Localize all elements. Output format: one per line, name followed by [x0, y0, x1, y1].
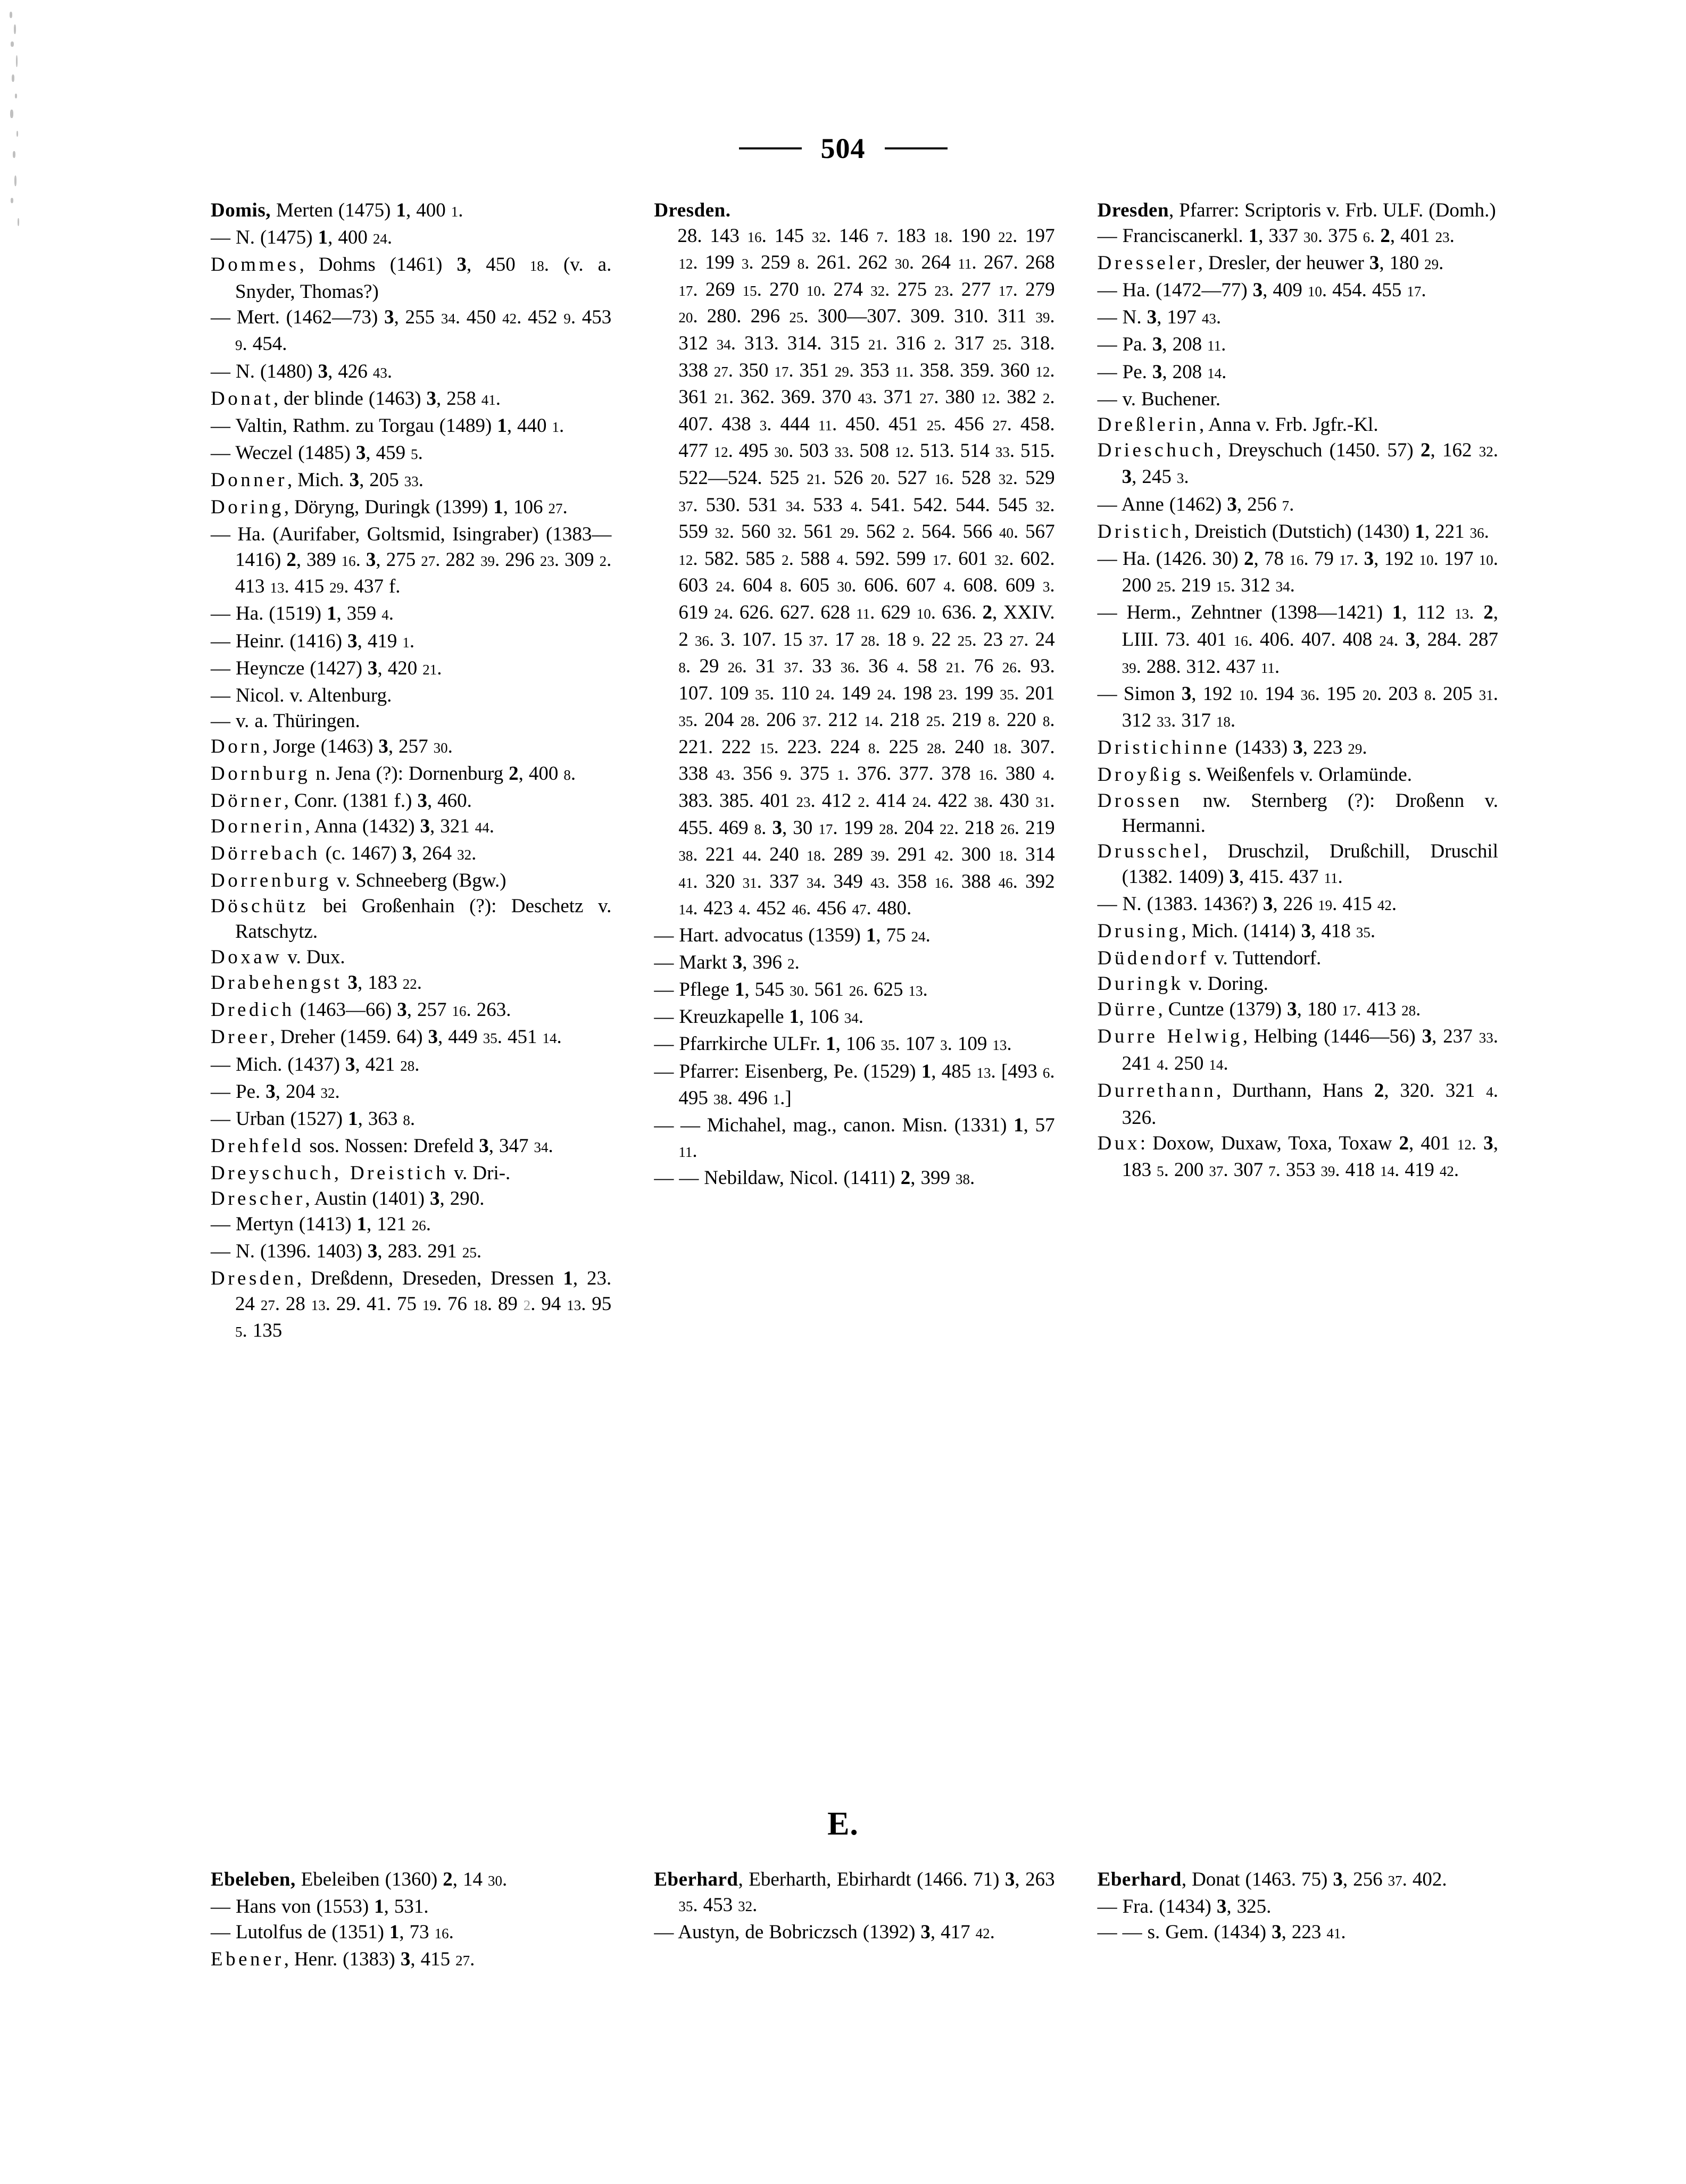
- index-entry: — N. (1396. 1403) 3, 283. 291 25.: [211, 1240, 482, 1263]
- index-column-1: [211, 198, 611, 1345]
- index-entry: Dreyschuch, Dreistich v. Dri-.: [211, 1162, 511, 1184]
- index-entry: — Urban (1527) 1, 363 8.: [211, 1107, 416, 1130]
- index-entry: Düdendorf v. Tuttendorf.: [1097, 947, 1322, 970]
- index-entry: — Weczel (1485) 3, 459 5.: [211, 441, 423, 464]
- index-entry: Doxaw v. Dux.: [211, 946, 345, 969]
- index-entry: — Ha. (1426. 30) 2, 78 16. 79 17. 3, 192 10. 197 10. 200 25. 219 15. 312 34.: [1097, 547, 1498, 597]
- index-entry: — Valtin, Rathm. zu Torgau (1489) 1, 440 1.: [211, 414, 564, 437]
- index-entry: — N. (1480) 3, 426 43.: [211, 360, 393, 382]
- index-entry: — Pa. 3, 208 11.: [1097, 334, 1226, 356]
- section-letter-e: E.: [827, 1806, 859, 1842]
- index-entry: — Heyncze (1427) 3, 420 21.: [211, 657, 442, 679]
- index-entry: — — s. Gem. (1434) 3, 223 41.: [1097, 1921, 1346, 1944]
- index-columns-d: [211, 198, 1498, 1345]
- index-entry: Durrethann, Durthann, Hans 2, 320. 321 4. 326.: [1097, 1080, 1498, 1129]
- index-entry: Dredich (1463—66) 3, 257 16. 263.: [211, 999, 511, 1021]
- index-entry: — Mich. (1437) 3, 421 28.: [211, 1053, 420, 1076]
- index-entry: — — Michahel, mag., canon. Misn. (1331) 1, 57 11.: [654, 1114, 1055, 1162]
- index-entry: Döschütz bei Großenhain (?): Deschetz v. Ratschytz.: [211, 895, 612, 943]
- column-heading: Dresden.: [654, 199, 731, 221]
- index-column-3: [1098, 198, 1498, 1345]
- index-entry: — Mertyn (1413) 1, 121 26.: [211, 1213, 431, 1236]
- index-entry: — Pflege 1, 545 30. 561 26. 625 13.: [654, 979, 928, 1001]
- index-entry: Ebeleben, Ebeleiben (1360) 2, 14 30.: [211, 1869, 508, 1890]
- index-columns-e: [211, 1867, 1498, 1974]
- index-entry: — Simon 3, 192 10. 194 36. 195 20. 203 8. 205 31. 312 33. 317 18.: [1097, 682, 1499, 732]
- index-entry: Dux: Doxow, Duxaw, Toxa, Toxaw 2, 401 12. 3, 183 5. 200 37. 307 7. 353 39. 418 14. 419 42.: [1097, 1132, 1498, 1181]
- rule-left: [739, 147, 802, 149]
- index-entry: — Anne (1462) 3, 256 7.: [1097, 493, 1294, 515]
- index-entry: — Hart. advocatus (1359) 1, 75 24.: [654, 924, 931, 947]
- index-entry: Drabehengst 3, 183 22.: [211, 972, 422, 994]
- index-entry: Drusing, Mich. (1414) 3, 418 35.: [1097, 920, 1376, 943]
- index-entry: Dornerin, Anna (1432) 3, 321 44.: [211, 815, 495, 838]
- index-entry: Donner, Mich. 3, 205 33.: [211, 469, 424, 491]
- index-entry: — N. 3, 197 43.: [1097, 306, 1222, 329]
- index-entry: Dommes, Dohms (1461) 3, 450 18. (v. a. Snyder, Thomas?): [211, 254, 612, 303]
- index-entry: — Lutolfus de (1351) 1, 73 16.: [211, 1921, 454, 1944]
- index-entry: — Hans von (1553) 1, 531.: [211, 1896, 429, 1918]
- rule-right: [885, 147, 948, 149]
- page-reference-block: 28. 143 16. 145 32. 146 7. 183 18. 190 22. 197 12. 199 3. 259 8. 261. 262 30. 264 11. 267. 268 17. 269 15. 270 10. 274 32. 275 23. 277 17. 279 20. 280. 296 25. 300—307. 309. 310. 311 39. 312 34. 313. 314. 315 21. 316 2. 317 25. 318. 338 27. 350 17. 351 29. 353 11. 358. 359. 360 12. 361 21. 362. 369. 370 43. 371 27. 380 12. 382 2. 407. 438 3. 444 11. 450. 451 25. 456 27. 458. 477 12. 495 30. 503 33. 508 12. 513. 514 33. 515. 522—524. 525 21. 526 20. 527 16. 528 32. 529 37. 530. 531 34. 533 4. 541. 542. 544. 545 32. 559 32. 560 32. 561 29. 562 2. 564. 566 40. 567 12. 582. 585 2. 588 4. 592. 599 17. 601 32. 602. 603 24. 604 8. 605 30. 606. 607 4. 608. 609 3. 619 24. 626. 627. 628 11. 629 10. 636. 2, XXIV. 2 36. 3. 107. 15 37. 17 28. 18 9. 22 25. 23 27. 24 8. 29 26. 31 37. 33 36. 36 4. 58 21. 76 26. 93. 107. 109 35. 110 24. 149 24. 198 23. 199 35. 201 35. 204 28. 206 37. 212 14. 218 25. 219 8. 220 8. 221. 222 15. 223. 224 8. 225 28. 240 18. 307. 338 43. 356 9. 375 1. 376. 377. 378 16. 380 4. 383. 385. 401 23. 412 2. 414 24. 422 38. 430 31. 455. 469 8. 3, 30 17. 199 28. 204 22. 218 26. 219 38. 221 44. 240 18. 289 39. 291 42. 300 18. 314 41. 320 31. 337 34. 349 43. 358 16. 388 46. 392 14. 423 4. 452 46. 456 47. 480.: [677, 224, 1055, 920]
- index-entry: Dresseler, Dresler, der heuwer 3, 180 29.: [1097, 252, 1444, 274]
- index-entry: Donat, der blinde (1463) 3, 258 41.: [211, 387, 501, 410]
- index-entry: Drieschuch, Dreyschuch (1450. 57) 2, 162 32. 3, 245 3.: [1097, 439, 1498, 488]
- index-entry: — Pe. 3, 208 14.: [1097, 361, 1227, 383]
- index-entry: Droyßig s. Weißenfels v. Orlamünde.: [1097, 764, 1412, 786]
- index-entry: Domis, Merten (1475) 1, 400 1.: [211, 199, 463, 221]
- index-entry: — Nicol. v. Altenburg.: [211, 684, 392, 706]
- index-entry: Dörrebach (c. 1467) 3, 264 32.: [211, 843, 477, 865]
- index-entry: — Pe. 3, 204 32.: [211, 1080, 340, 1103]
- index-column-3-lower: [1098, 1867, 1498, 1974]
- index-entry: Dörner, Conr. (1381 f.) 3, 460.: [211, 790, 472, 812]
- index-column-1-lower: [211, 1867, 611, 1974]
- index-entry: — Ha. (1472—77) 3, 409 10. 454. 455 17.: [1097, 279, 1426, 302]
- index-entry: Dorrenburg v. Schneeberg (Bgw.): [211, 870, 506, 892]
- index-entry: Doring, Döryng, Duringk (1399) 1, 106 27.: [211, 496, 568, 519]
- index-entry: Dürre, Cuntze (1379) 3, 180 17. 413 28.: [1097, 998, 1421, 1021]
- index-entry: Eberhard, Eberharth, Ebirhardt (1466. 71) 3, 263 35. 453 32.: [654, 1869, 1055, 1916]
- index-entry: Dornburg n. Jena (?): Dornenburg 2, 400 8.: [211, 762, 576, 785]
- index-entry: — Pfarrkirche ULFr. 1, 106 35. 107 3. 109 13.: [654, 1033, 1012, 1055]
- scan-edge-artifacts: [0, 0, 32, 2184]
- index-entry: Dorn, Jorge (1463) 3, 257 30.: [211, 735, 453, 757]
- index-entry: Dresden, Dreßdenn, Dreseden, Dressen 1, 23. 24 27. 28 13. 29. 41. 75 19. 76 18. 89 2. 94 13. 95 5. 135: [211, 1268, 612, 1342]
- index-entry: — Fra. (1434) 3, 325.: [1097, 1896, 1272, 1918]
- index-entry: Ebener, Henr. (1383) 3, 415 27.: [211, 1948, 475, 1971]
- index-column-2-lower: [654, 1867, 1054, 1974]
- index-entry: Eberhard, Donat (1463. 75) 3, 256 37. 402.: [1097, 1869, 1447, 1890]
- index-entry: Duringk v. Doring.: [1097, 973, 1268, 995]
- running-head: [0, 134, 1686, 163]
- index-entry: — N. (1383. 1436?) 3, 226 19. 415 42.: [1097, 893, 1397, 915]
- index-entry: Dreer, Dreher (1459. 64) 3, 449 35. 451 14.: [211, 1026, 562, 1048]
- index-entry: — v. a. Thüringen.: [211, 710, 360, 732]
- index-entry: — Kreuzkapelle 1, 106 34.: [654, 1006, 864, 1028]
- index-entry: — N. (1475) 1, 400 24.: [211, 227, 393, 249]
- index-entry: — Ha. (1519) 1, 359 4.: [211, 603, 394, 625]
- index-entry: Drossen nw. Sternberg (?): Droßenn v. Hermanni.: [1097, 789, 1498, 837]
- index-entry: — Herm., Zehntner (1398—1421) 1, 112 13. 2, LIII. 73. 401 16. 406. 407. 408 24. 3, 284. 287 39. 288. 312. 437 11.: [1097, 602, 1498, 678]
- index-entry: — v. Buchener.: [1097, 388, 1220, 410]
- index-entry: — Franciscanerkl. 1, 337 30. 375 6. 2, 401 23.: [1097, 225, 1455, 247]
- index-entry: — Pfarrer: Eisenberg, Pe. (1529) 1, 485 13. [493 6. 495 38. 496 1.]: [654, 1060, 1055, 1110]
- index-entry: Drehfeld sos. Nossen: Drefeld 3, 347 34.: [211, 1135, 553, 1157]
- index-entry: — Markt 3, 396 2.: [654, 952, 800, 974]
- index-entry: — Austyn, de Bobriczsch (1392) 3, 417 42.: [654, 1921, 995, 1943]
- index-entry: Durre Helwig, Helbing (1446—56) 3, 237 33. 241 4. 250 14.: [1097, 1026, 1498, 1074]
- index-entry: Dristich, Dreistich (Dutstich) (1430) 1, 221 36.: [1097, 520, 1489, 543]
- index-entry: Dresden, Pfarrer: Scriptoris v. Frb. ULF. (Domh.): [1097, 199, 1496, 221]
- index-entry: — Ha. (Aurifaber, Goltsmid, Isingraber) (1383—1416) 2, 389 16. 3, 275 27. 282 39. 296 23. 309 2. 413 13. 415 29. 437 f.: [211, 523, 612, 598]
- index-entry: — — Nebildaw, Nicol. (1411) 2, 399 38.: [654, 1166, 975, 1189]
- index-entry: Dreßlerin, Anna v. Frb. Jgfr.-Kl.: [1097, 413, 1378, 436]
- page-number: 504: [820, 132, 866, 164]
- index-entry: Drescher, Austin (1401) 3, 290.: [211, 1187, 485, 1210]
- index-entry: Drusschel, Druschzil, Drußchill, Druschil (1382. 1409) 3, 415. 437 11.: [1097, 840, 1498, 888]
- index-entry: — Heinr. (1416) 3, 419 1.: [211, 630, 415, 652]
- index-entry: Dristichinne (1433) 3, 223 29.: [1097, 737, 1367, 759]
- index-entry: — Mert. (1462—73) 3, 255 34. 450 42. 452 9. 453 9. 454.: [211, 306, 612, 355]
- index-column-2: [654, 198, 1054, 1345]
